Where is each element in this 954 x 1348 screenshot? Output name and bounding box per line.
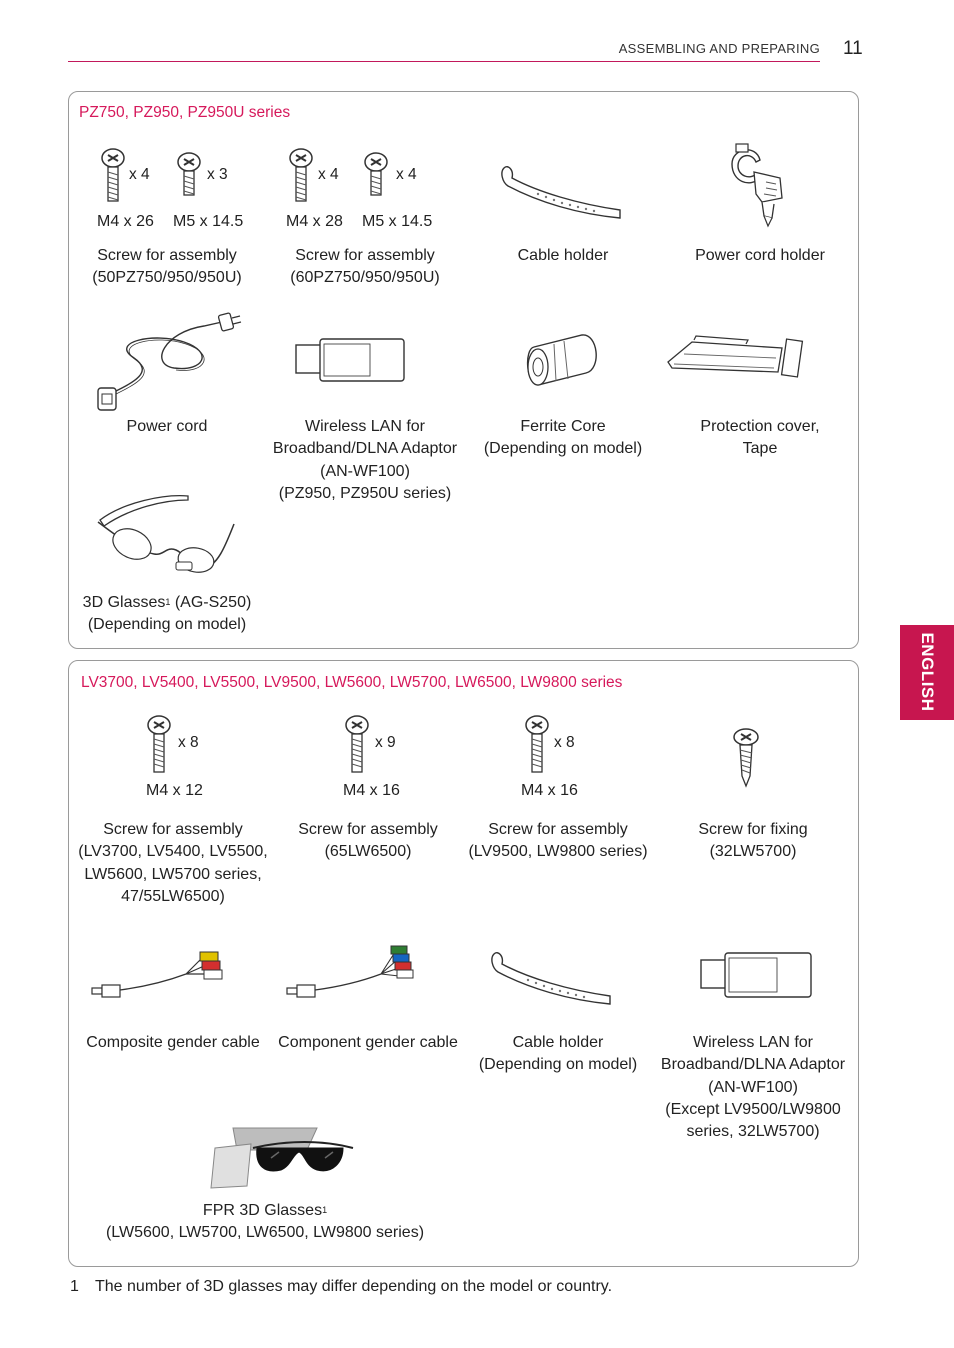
caption-line: (PZ950, PZ950U series) — [278, 484, 452, 502]
caption-line: FPR 3D Glasses — [202, 1202, 323, 1219]
power-cord-icon — [94, 312, 244, 412]
footnote-ref: 1 — [322, 1205, 328, 1215]
caption-line: (Depending on model) — [478, 1056, 638, 1074]
item-caption — [67, 416, 267, 438]
caption-line: Screw for assembly — [298, 821, 438, 838]
ferrite-core-icon — [524, 329, 604, 389]
caption-line: series, 32LW5700) — [686, 1123, 820, 1141]
footnote — [70, 1278, 612, 1296]
screw-size: M5 x 14.5 — [173, 213, 244, 230]
power-cord-holder-icon — [722, 142, 788, 230]
header-rule — [68, 61, 820, 62]
screw-size: M4 x 12 — [146, 782, 203, 799]
footnote-text: The number of 3D glasses may differ depending on the model or country. — [95, 1278, 613, 1295]
footnote-ref: 1 — [165, 597, 171, 607]
caption-line: Ferrite Core — [520, 418, 606, 435]
caption-line: Wireless LAN for — [304, 418, 426, 435]
caption-line: 47/55LW6500) — [121, 887, 225, 905]
caption-line: (LV3700, LV5400, LV5500, — [78, 843, 268, 861]
caption-line: Broadband/DLNA Adaptor — [272, 440, 458, 458]
caption-line: (Except LV9500/LW9800 — [665, 1100, 841, 1118]
caption-line: LW5600, LW5700 series, — [84, 865, 262, 883]
caption-line: Power cord — [126, 418, 208, 435]
wireless-lan-adaptor-icon — [699, 951, 813, 999]
item-caption — [653, 1032, 853, 1143]
caption-line: (65LW6500) — [324, 843, 412, 861]
caption-line: Component gender cable — [278, 1034, 458, 1051]
screw-size: M4 x 28 — [286, 213, 343, 230]
fixing-screw-icon — [732, 728, 760, 788]
wireless-lan-adaptor-icon — [294, 337, 406, 383]
protection-cover-icon — [664, 334, 814, 380]
screw-size: M4 x 16 — [343, 782, 400, 799]
screw-icon — [146, 715, 172, 775]
screw-size: M4 x 26 — [97, 213, 154, 230]
item-caption — [67, 592, 267, 637]
caption-line: (Depending on model) — [87, 616, 247, 634]
cable-holder-icon — [498, 162, 624, 222]
caption-line: Protection cover, — [700, 418, 820, 435]
caption-line: 3D Glasses — [82, 594, 166, 611]
screw-icon — [363, 152, 389, 198]
caption-line: (60PZ750/950/950U) — [290, 269, 440, 287]
item-caption — [463, 416, 663, 461]
caption-line: (AN-WF100) — [708, 1078, 798, 1096]
item-caption — [265, 245, 465, 290]
caption-line: Composite gender cable — [86, 1034, 260, 1051]
caption-line: (LW5600, LW5700, LW6500, LW9800 series) — [105, 1224, 425, 1242]
caption-line: (Depending on model) — [483, 440, 643, 458]
caption-line: (50PZ750/950/950U) — [92, 269, 242, 287]
component-cable-icon — [285, 944, 431, 1004]
screw-quantity: x 8 — [178, 734, 199, 751]
screw-quantity: x 3 — [207, 166, 228, 183]
caption-line: Broadband/DLNA Adaptor — [660, 1056, 846, 1074]
screw-icon — [524, 715, 550, 775]
item-caption — [67, 245, 267, 290]
screw-icon — [344, 715, 370, 775]
item-caption — [265, 416, 465, 505]
item-caption — [268, 819, 468, 864]
caption-line: Wireless LAN for — [692, 1034, 814, 1051]
caption-line: (32LW5700) — [709, 843, 797, 861]
composite-cable-icon — [90, 944, 236, 1004]
item-caption — [60, 1200, 470, 1245]
section-title-lv-lw: LV3700, LV5400, LV5500, LV9500, LW5600, LW5700, LW6500, LW9800 series — [81, 674, 623, 691]
caption-line: Screw for assembly — [488, 821, 628, 838]
item-caption — [458, 1032, 658, 1077]
item-caption — [268, 1032, 468, 1054]
screw-size: M4 x 16 — [521, 782, 578, 799]
caption-line: Cable holder — [517, 247, 609, 264]
caption-line: Screw for assembly — [103, 821, 243, 838]
item-caption — [73, 1032, 273, 1054]
page-number: 11 — [843, 38, 863, 59]
screw-icon — [288, 148, 314, 204]
fpr-3d-glasses-icon — [207, 1126, 357, 1190]
item-caption — [660, 416, 860, 461]
item-caption — [653, 819, 853, 864]
screw-quantity: x 9 — [375, 734, 396, 751]
screw-size: M5 x 14.5 — [362, 213, 433, 230]
caption-line: Tape — [742, 440, 778, 458]
section-title-pz: PZ750, PZ950, PZ950U series — [79, 104, 291, 121]
screw-quantity: x 4 — [396, 166, 417, 183]
caption-line: (AG-S250) — [170, 594, 252, 611]
item-caption — [458, 819, 658, 864]
caption-line: Screw for assembly — [295, 247, 435, 264]
item-caption — [73, 819, 273, 908]
caption-line: Power cord holder — [695, 247, 825, 264]
caption-line: Screw for fixing — [698, 821, 808, 838]
caption-line: Screw for assembly — [97, 247, 237, 264]
screw-icon — [176, 152, 202, 198]
language-tab-label: ENGLISH — [918, 632, 937, 712]
item-caption — [660, 245, 860, 267]
caption-line: (AN-WF100) — [320, 462, 410, 480]
footnote-number: 1 — [70, 1278, 79, 1295]
caption-line: Cable holder — [512, 1034, 604, 1051]
item-caption — [463, 245, 663, 267]
caption-line: (LV9500, LW9800 series) — [468, 843, 648, 861]
screw-icon — [100, 148, 126, 204]
running-header: ASSEMBLING AND PREPARING — [618, 41, 820, 56]
3d-glasses-icon — [94, 490, 240, 584]
cable-holder-icon — [488, 948, 614, 1008]
screw-quantity: x 4 — [318, 166, 339, 183]
screw-quantity: x 4 — [129, 166, 150, 183]
screw-quantity: x 8 — [554, 734, 575, 751]
